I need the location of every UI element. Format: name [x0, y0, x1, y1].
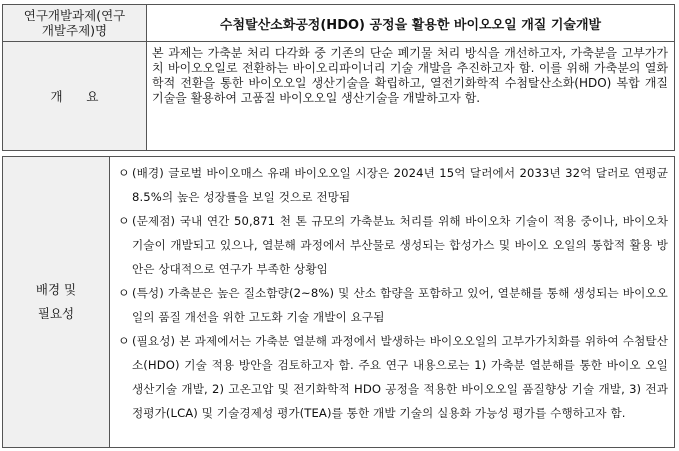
background-label-cell [3, 157, 110, 448]
list-item [112, 281, 668, 329]
bullet-icon: ㅇ [118, 214, 130, 228]
bullet-icon: ㅇ [118, 334, 130, 348]
background-items [110, 157, 675, 448]
background-label-line1: 배경 및 [35, 282, 77, 297]
background-row [3, 157, 675, 448]
item-text: (배경) 글로벌 바이오매스 유래 바이오오일 시장은 2024년 15억 달러에서 2033년 32억 달러로 연평균 8.5%의 높은 성장률을 보일 것으로 전망됨 [132, 166, 668, 204]
summary-row [3, 42, 675, 151]
title-label-line2: 개발주제)명 [41, 23, 108, 38]
list-item [112, 209, 668, 281]
project-title: 수첨탈산소화공정(HDO) 공정을 활용한 바이오오일 개질 기술개발 [147, 5, 675, 42]
project-info-table [2, 4, 675, 151]
item-text: (특성) 가축분은 높은 질소함량(2~8%) 및 산소 함량을 포함하고 있어, 열분해를 통해 생성되는 바이오오일의 품질 개선을 위한 고도화 기술 개발이 요구됨 [132, 286, 668, 324]
item-text: (문제점) 국내 연간 50,871 천 톤 규모의 가축분뇨 처리를 위해 바이오차 기술이 적용 중이나, 바이오차 기술이 개발되고 있으나, 열분해 과정에서 부산물로 생성되는 합성가스 및 바이오 오일의 통합적 활용 방안은 상대적으로 연구가 부족한 상황임 [132, 214, 668, 276]
background-label-line2: 필요성 [37, 306, 75, 321]
title-row [3, 5, 675, 42]
title-label-line1: 연구개발과제(연구 [23, 8, 126, 23]
list-item [112, 329, 668, 425]
summary-text: 본 과제는 가축분 처리 다각화 중 기존의 단순 폐기물 처리 방식을 개선하고자, 가축분을 고부가가치 바이오오일로 전환하는 바이오리파이너리 기술 개발을 추진하고자 함. 이를 위해 가축분의 열화학적 전환을 통한 바이오오일 생산기술을 확립하고, 열전기화학적 수첨탈산소화(HDO) 복합 개질 기술을 활용하여 고품질 바이오오일 생산기술을 개발하고자 함. [147, 42, 675, 151]
background-table [2, 156, 675, 448]
title-label-cell [3, 5, 147, 42]
bullet-icon: ㅇ [118, 166, 130, 180]
list-item [112, 161, 668, 209]
summary-label: 개 요 [3, 42, 147, 151]
bullet-icon: ㅇ [118, 286, 130, 300]
item-text: (필요성) 본 과제에서는 가축분 열분해 과정에서 발생하는 바이오오일의 고부가가치화를 위하여 수첨탈산소(HDO) 기술 적용 방안을 검토하고자 함. 주요 연구 내용으로는 1) 가축분 열분해를 통한 바이오 오일 생산기술 개발, 2) 고온고압 및 전기화학적 HDO 공정을 적용한 바이오오일 품질향상 기술 개발, 3) 전과정평가(LCA) 및 기술경제성 평가(TEA)를 통한 개발 기술의 실용화 가능성 평가를 수행하고자 함. [132, 334, 668, 420]
